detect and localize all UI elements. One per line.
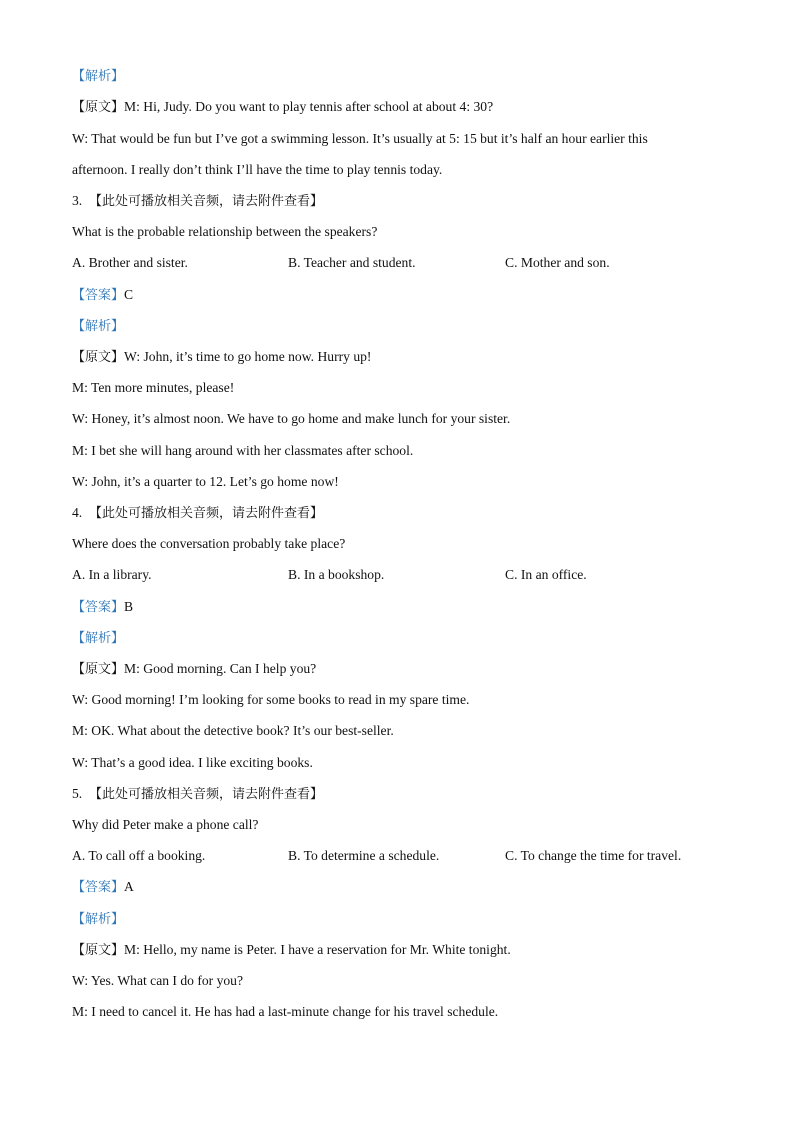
question-header: 4. 【此处可播放相关音频，请去附件查看】 [72, 505, 324, 521]
question-text: Where does the conversation probably take place? [72, 536, 346, 551]
answer-line: 【答案】C [72, 287, 134, 303]
transcript-line: W: Good morning! I’m looking for some books to read in my spare time. [72, 692, 470, 707]
audio-placeholder: 【此处可播放相关音频，请去附件查看】 [89, 506, 324, 521]
transcript-line: M: I bet she will hang around with her classmates after school. [72, 443, 414, 458]
option-a: A. In a library. [72, 567, 152, 582]
option-c: C. In an office. [505, 567, 587, 582]
option-a: A. Brother and sister. [72, 255, 188, 270]
transcript-line: W: Honey, it’s almost noon. We have to go home and make lunch for your sister. [72, 411, 511, 426]
analysis-heading: 【解析】 [72, 912, 125, 927]
option-b: B. To determine a schedule. [288, 848, 440, 863]
transcript-line: M: OK. What about the detective book? It’s our best-seller. [72, 723, 394, 738]
answer-line: 【答案】B [72, 599, 134, 615]
analysis-heading: 【解析】 [72, 69, 125, 84]
option-c: C. Mother and son. [505, 255, 610, 270]
transcript-line: M: I need to cancel it. He has had a last-minute change for his travel schedule. [72, 1004, 499, 1019]
analysis-heading: 【解析】 [72, 631, 125, 646]
transcript-line: 【原文】M: Hi, Judy. Do you want to play tennis after school at about 4: 30? [72, 99, 494, 115]
transcript-line: 【原文】M: Hello, my name is Peter. I have a reservation for Mr. White tonight. [72, 942, 511, 958]
transcript-line: W: That’s a good idea. I like exciting books. [72, 755, 313, 770]
transcript-line: W: John, it’s a quarter to 12. Let’s go home now! [72, 474, 339, 489]
audio-placeholder: 【此处可播放相关音频，请去附件查看】 [89, 787, 324, 802]
question-header: 5. 【此处可播放相关音频，请去附件查看】 [72, 786, 324, 802]
question-text: Why did Peter make a phone call? [72, 817, 259, 832]
audio-placeholder: 【此处可播放相关音频，请去附件查看】 [89, 194, 324, 209]
analysis-heading: 【解析】 [72, 319, 125, 334]
transcript-line: W: Yes. What can I do for you? [72, 973, 244, 988]
option-c: C. To change the time for travel. [505, 848, 682, 863]
transcript-line: M: Ten more minutes, please! [72, 380, 235, 395]
answer-line: 【答案】A [72, 879, 134, 895]
option-a: A. To call off a booking. [72, 848, 206, 863]
question-header: 3. 【此处可播放相关音频，请去附件查看】 [72, 193, 324, 209]
option-b: B. In a bookshop. [288, 567, 385, 582]
transcript-line: 【原文】M: Good morning. Can I help you? [72, 661, 317, 677]
option-b: B. Teacher and student. [288, 255, 416, 270]
transcript-line: W: That would be fun but I’ve got a swimming lesson. It’s usually at 5: 15 but it’s half an hour earlier this [72, 131, 648, 146]
transcript-line: afternoon. I really don’t think I’ll have the time to play tennis today. [72, 162, 443, 177]
question-text: What is the probable relationship between the speakers? [72, 224, 378, 239]
transcript-line: 【原文】W: John, it’s time to go home now. Hurry up! [72, 349, 372, 365]
